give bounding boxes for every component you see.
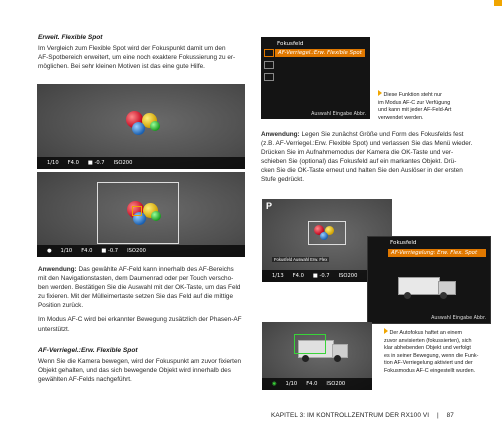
aperture-value: F4.0 bbox=[292, 273, 304, 279]
menu-selected-item[interactable]: AF-Verriegel.:Erw. Flexible Spot bbox=[275, 49, 365, 57]
caption-line: es in seiner Bewegung, wenn die Funk- bbox=[384, 352, 479, 359]
record-dot-icon: ● bbox=[47, 248, 52, 254]
text-line: Wenn Sie die Kamera bewegen, wird der Fokuspunkt am zuvor fixierten bbox=[38, 358, 242, 365]
aperture-value: F4.0 bbox=[306, 381, 318, 387]
status-bar bbox=[37, 245, 245, 257]
chapter-color-mark bbox=[494, 0, 502, 6]
ev-value: ■ -0.7 bbox=[87, 160, 105, 166]
caption-1 bbox=[378, 90, 494, 122]
text-line: Position zurück. bbox=[38, 302, 84, 310]
text-line: unterstützt. bbox=[38, 325, 70, 333]
menu-title: Fokusfeld bbox=[390, 240, 417, 246]
caption-line: zuvor anvisierten (fokussierten), sich bbox=[384, 337, 472, 344]
truck-image bbox=[398, 271, 462, 301]
section1-text bbox=[38, 44, 244, 71]
section2-text bbox=[261, 130, 476, 185]
text-line: AF-Spotbereich erweitert, um eine noch exaktere Fokussierung zu er- bbox=[38, 54, 236, 62]
caption-line: tion AF-Verriegelung aktiviert und der bbox=[384, 360, 473, 367]
page-footer bbox=[271, 412, 454, 419]
text-line: möglichen. Bei sehr kleinen Motiven ist das eine gute Hilfe. bbox=[38, 63, 205, 71]
shutter-value: 1/10 bbox=[47, 160, 59, 166]
green-ball bbox=[150, 121, 160, 131]
arrow-icon bbox=[384, 328, 388, 334]
aperture-value: F4.0 bbox=[67, 160, 79, 166]
ev-value: ■ -0.7 bbox=[101, 248, 119, 254]
menu-footer: Auswahl Eingabe Abbr. bbox=[431, 316, 486, 321]
shooting-mode: P bbox=[266, 201, 273, 211]
text-line: zu fixieren. Mit der Mülleimertaste setzen Sie das Feld auf die mittige bbox=[38, 293, 233, 301]
text-line: Objekt gehalten, und das sich bewegende Objekt wird innerhalb des bbox=[38, 367, 231, 375]
shutter-value: 1/13 bbox=[272, 273, 284, 279]
label: Anwendung: bbox=[38, 266, 77, 273]
wide-area-icon bbox=[264, 61, 274, 69]
caption-line: Diese Funktion steht nur bbox=[378, 90, 494, 100]
footer-separator: | bbox=[436, 412, 439, 419]
menu-title: Fokusfeld bbox=[277, 41, 304, 47]
section4-text bbox=[38, 357, 244, 384]
text-line: gewählten AF-Felds nachgeführt. bbox=[38, 376, 132, 384]
status-bar bbox=[37, 157, 245, 169]
text-line: Anwendung: Legen Sie zunächst Größe und Form des Fokusfelds fest bbox=[261, 131, 464, 138]
section-heading-erweit-flexible-spot: Erweit. Flexible Spot bbox=[38, 34, 103, 41]
tracking-frame bbox=[294, 334, 326, 354]
text-line: Anwendung: Das gewählte AF-Feld kann innerhalb des AF-Bereichs bbox=[38, 266, 234, 273]
status-bar bbox=[262, 378, 372, 390]
caption-line: verwendet werden. bbox=[378, 114, 424, 121]
section-heading-af-verriegel: AF-Verriegel.:Erw. Flexible Spot bbox=[38, 347, 138, 354]
menu-selected-item[interactable]: AF-Verriegelung: Erw. Flex. Spot bbox=[388, 249, 486, 257]
caption-line: Fokusmodus AF-C eingestellt wurden. bbox=[384, 367, 476, 374]
hint-bar: Fokusfeld Auswahl Erw. Flex bbox=[274, 257, 328, 262]
shutter-value: 1/10 bbox=[60, 248, 73, 254]
chapter-title: KAPITEL 3: IM KONTROLLZENTRUM DER RX100 VI bbox=[271, 412, 430, 419]
tracking-icon: ◉ bbox=[272, 381, 277, 387]
blue-ball bbox=[132, 122, 145, 135]
iso-value: ISO200 bbox=[326, 381, 346, 387]
caption-line: klar abhebenden Objekt und verfolgt bbox=[384, 345, 471, 352]
camera-menu-fokusfeld bbox=[261, 37, 370, 119]
camera-menu-fokusfeld-2 bbox=[367, 236, 491, 324]
caption-line: und kann mit jeder AF-Feld-Art bbox=[378, 107, 452, 114]
camera-screen-photo-2 bbox=[37, 172, 245, 257]
page-number: 87 bbox=[446, 412, 454, 419]
camera-screen-photo-4 bbox=[262, 322, 372, 390]
iso-value: ISO200 bbox=[127, 248, 146, 254]
caption-2 bbox=[384, 328, 496, 376]
text-line: (z.B. AF-Verriegel.:Erw. Flexible Spot) und verlassen Sie das Menü wieder. bbox=[261, 140, 473, 148]
text-line: schieben Sie (optional) das Fokusfeld auf ein markantes Objekt. Drü- bbox=[261, 158, 457, 166]
arrow-icon bbox=[378, 90, 382, 96]
shutter-value: 1/10 bbox=[285, 381, 298, 387]
af-area-icon bbox=[264, 49, 274, 57]
text-line: ben werden. Bestätigen Sie die Auswahl mit der OK-Taste, um das Feld bbox=[38, 284, 241, 292]
text-line: Im Vergleich zum Flexible Spot wird der Fokuspunkt damit um den bbox=[38, 45, 226, 52]
menu-footer: Auswahl Eingabe Abbr. bbox=[311, 112, 366, 117]
ev-value: ■ -0.7 bbox=[312, 273, 330, 279]
text-line: Drücken Sie im Aufnahmemodus der Kamera die OK-Taste und ver- bbox=[261, 149, 454, 157]
iso-value: ISO200 bbox=[338, 273, 358, 279]
text-line: cken Sie die OK-Taste erneut und halten Sie den Auslöser in der ersten bbox=[261, 167, 463, 175]
label: Anwendung: bbox=[261, 131, 300, 138]
text-line: Im Modus AF-C wird bei erkannter Bewegung zusätzlich der Phasen-AF bbox=[38, 316, 242, 324]
caption-line: Der Autofokus haftet an einem bbox=[384, 328, 496, 338]
section3-text bbox=[38, 265, 244, 334]
caption-line: im Modus AF-C zur Verfügung bbox=[378, 99, 451, 106]
aperture-value: F4.0 bbox=[81, 248, 93, 254]
iso-value: ISO200 bbox=[113, 160, 133, 166]
text-line: mit den Navigationstasten, dem Daumenrad oder per Touch verscho- bbox=[38, 275, 234, 283]
focus-point-box bbox=[132, 206, 142, 216]
camera-screen-photo-1 bbox=[37, 84, 245, 169]
blue-ball bbox=[320, 232, 328, 240]
zone-area-icon bbox=[264, 73, 274, 81]
text-line: Stufe gedrückt. bbox=[261, 176, 304, 184]
green-ball bbox=[151, 211, 161, 221]
